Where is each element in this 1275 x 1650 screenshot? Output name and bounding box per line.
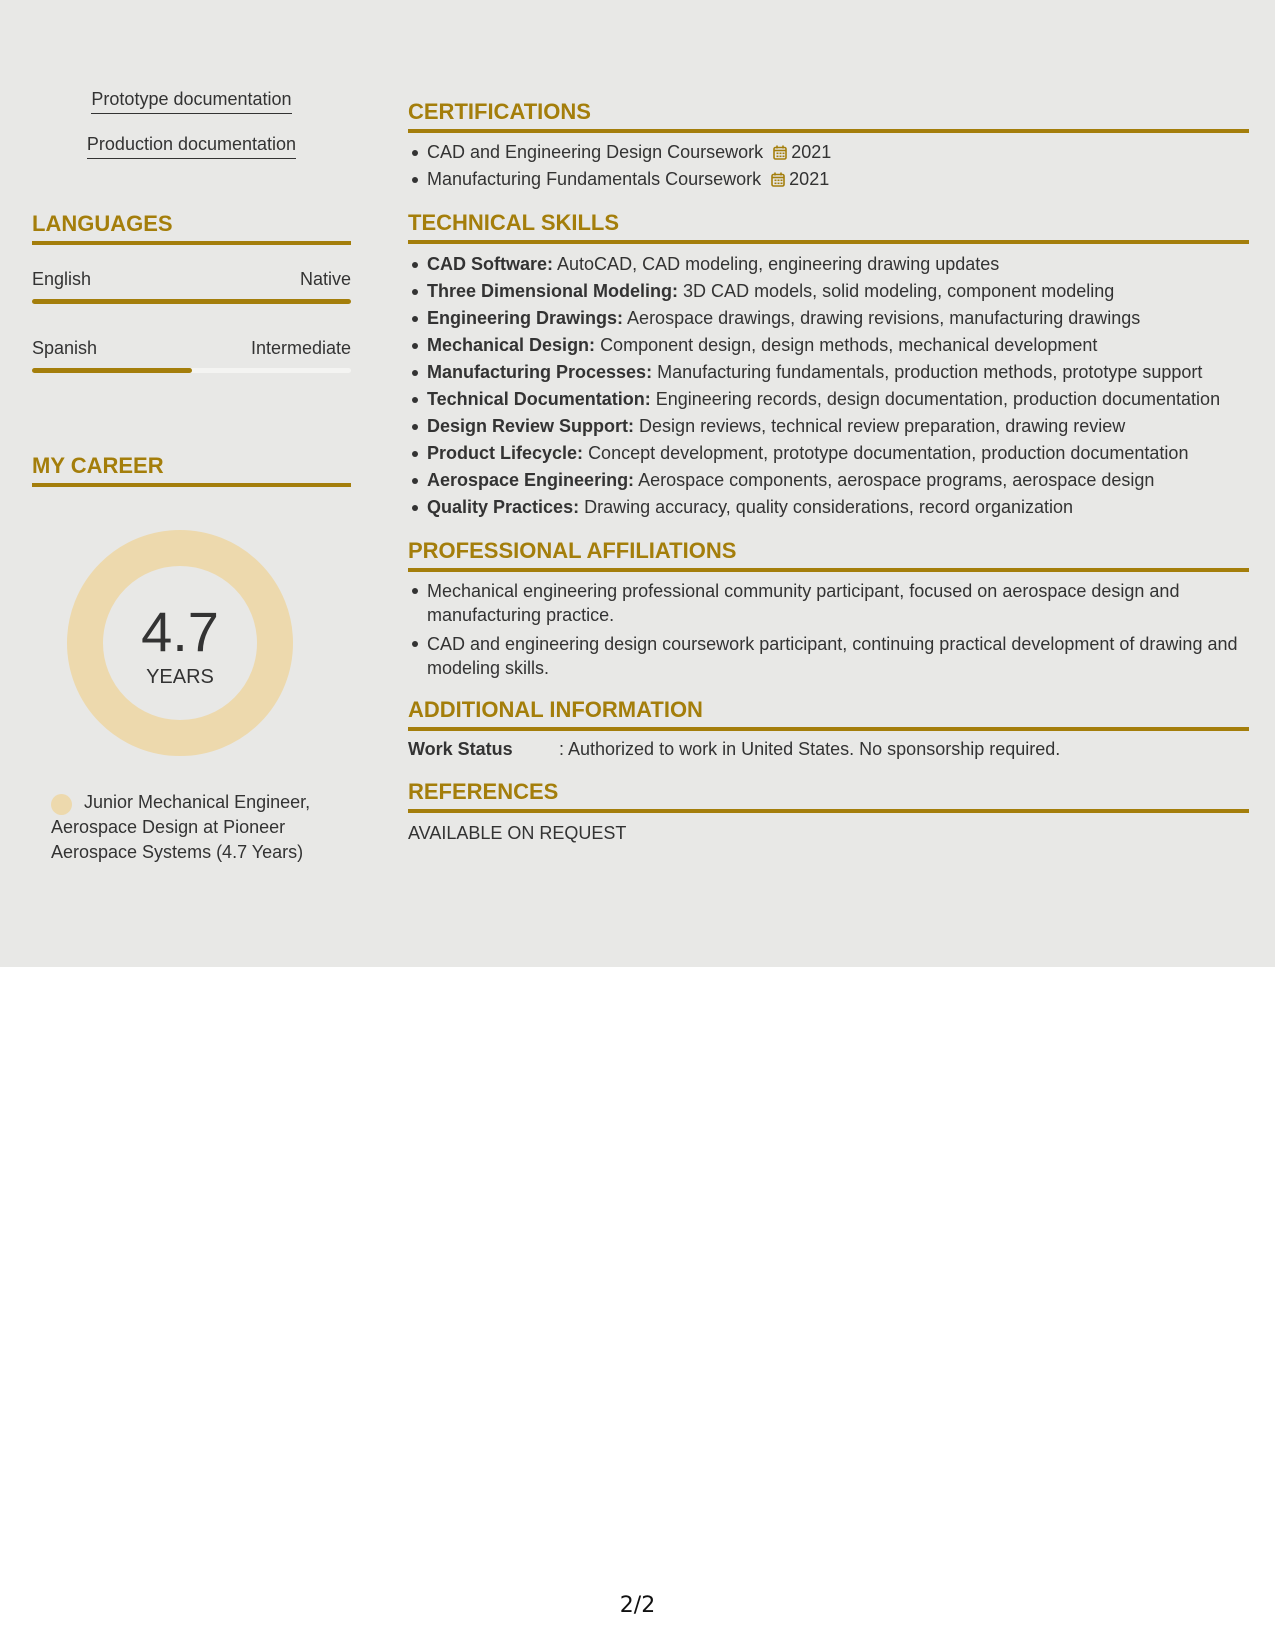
skill-label: Engineering Drawings: <box>427 308 624 328</box>
skill-item <box>427 413 1268 440</box>
career-legend-item: Junior Mechanical Engineer, Aerospace Design at Pioneer Aerospace Systems (4.7 Years) <box>51 792 311 862</box>
technical-skills-list <box>408 251 1268 521</box>
link-label[interactable]: Production documentation <box>87 133 296 159</box>
language-level: Native <box>299 269 351 289</box>
skill-label: Aerospace Engineering: <box>427 470 635 490</box>
additional-information-heading: ADDITIONAL INFORMATION <box>408 697 1249 731</box>
skill-label: Mechanical Design: <box>427 335 596 355</box>
skill-text: Manufacturing fundamentals, production methods, prototype support <box>657 362 1203 382</box>
references-heading: REFERENCES <box>408 779 1249 813</box>
skill-label: CAD Software: <box>427 254 554 274</box>
page-number: 2/2 <box>619 1593 656 1618</box>
work-status-row <box>408 737 1249 761</box>
link-prototype-documentation[interactable] <box>32 88 351 114</box>
affiliation-item: Mechanical engineering professional community participant, focused on aerospace design and manufacturing practice. <box>427 579 1268 627</box>
skill-label: Three Dimensional Modeling: <box>427 281 679 301</box>
skill-item <box>427 386 1268 413</box>
skill-text: Concept development, prototype documentation, production documentation <box>588 443 1189 463</box>
skill-item <box>427 494 1268 521</box>
certification-name: Manufacturing Fundamentals Coursework <box>427 169 762 189</box>
skill-label: Technical Documentation: <box>427 389 651 409</box>
skill-text: Aerospace drawings, drawing revisions, manufacturing drawings <box>627 308 1141 328</box>
technical-skills-heading: TECHNICAL SKILLS <box>408 210 1249 244</box>
language-name: English <box>32 269 92 289</box>
skill-text: Component design, design methods, mechanical development <box>600 335 1098 355</box>
certifications-list <box>408 139 1268 193</box>
skill-text: Engineering records, design documentation, production documentation <box>655 389 1221 409</box>
career-years-unit: YEARS <box>146 666 214 688</box>
career-donut-chart <box>67 530 293 756</box>
career-heading: MY CAREER <box>32 453 351 487</box>
link-production-documentation[interactable] <box>32 133 351 159</box>
language-proficiency-bar <box>32 299 351 304</box>
language-proficiency-bar <box>32 368 351 373</box>
link-label[interactable]: Prototype documentation <box>91 88 291 114</box>
certification-name: CAD and Engineering Design Coursework <box>427 142 764 162</box>
career-total-years: 4.7 <box>141 600 219 663</box>
language-row-english <box>32 268 351 290</box>
skill-label: Product Lifecycle: <box>427 443 584 463</box>
affiliation-item: CAD and engineering design coursework participant, continuing practical development of drawing and modeling skills. <box>427 632 1268 680</box>
calendar-icon <box>771 172 785 187</box>
skill-text: 3D CAD models, solid modeling, component modeling <box>683 281 1115 301</box>
professional-affiliations-heading: PROFESSIONAL AFFILIATIONS <box>408 538 1249 572</box>
certification-item <box>427 139 1268 166</box>
certification-year: 2021 <box>791 142 832 162</box>
skill-item <box>427 467 1268 494</box>
work-status-label: Work Status <box>408 739 513 759</box>
language-name: Spanish <box>32 338 98 358</box>
certification-item <box>427 166 1268 193</box>
proficiency-fill <box>32 299 351 304</box>
language-row-spanish <box>32 337 351 359</box>
skill-text: AutoCAD, CAD modeling, engineering drawing updates <box>557 254 1000 274</box>
skill-text: Aerospace components, aerospace programs, aerospace design <box>638 470 1155 490</box>
languages-heading: LANGUAGES <box>32 211 351 245</box>
calendar-icon <box>773 145 787 160</box>
language-level: Intermediate <box>250 338 351 358</box>
certifications-heading: CERTIFICATIONS <box>408 99 1249 133</box>
work-status-value: : Authorized to work in United States. No sponsorship required. <box>559 739 1061 759</box>
affiliations-list <box>408 579 1268 685</box>
skill-text: Drawing accuracy, quality considerations, record organization <box>584 497 1074 517</box>
skill-item <box>427 251 1268 278</box>
skill-item <box>427 332 1268 359</box>
skill-item <box>427 359 1268 386</box>
skill-item <box>427 305 1268 332</box>
proficiency-fill <box>32 368 192 373</box>
skill-item <box>427 278 1268 305</box>
skill-label: Quality Practices: <box>427 497 580 517</box>
skill-label: Design Review Support: <box>427 416 635 436</box>
skill-label: Manufacturing Processes: <box>427 362 653 382</box>
certification-year: 2021 <box>789 169 830 189</box>
skill-item <box>427 440 1268 467</box>
skill-text: Design reviews, technical review preparation, drawing review <box>639 416 1126 436</box>
references-text: AVAILABLE ON REQUEST <box>408 823 627 843</box>
